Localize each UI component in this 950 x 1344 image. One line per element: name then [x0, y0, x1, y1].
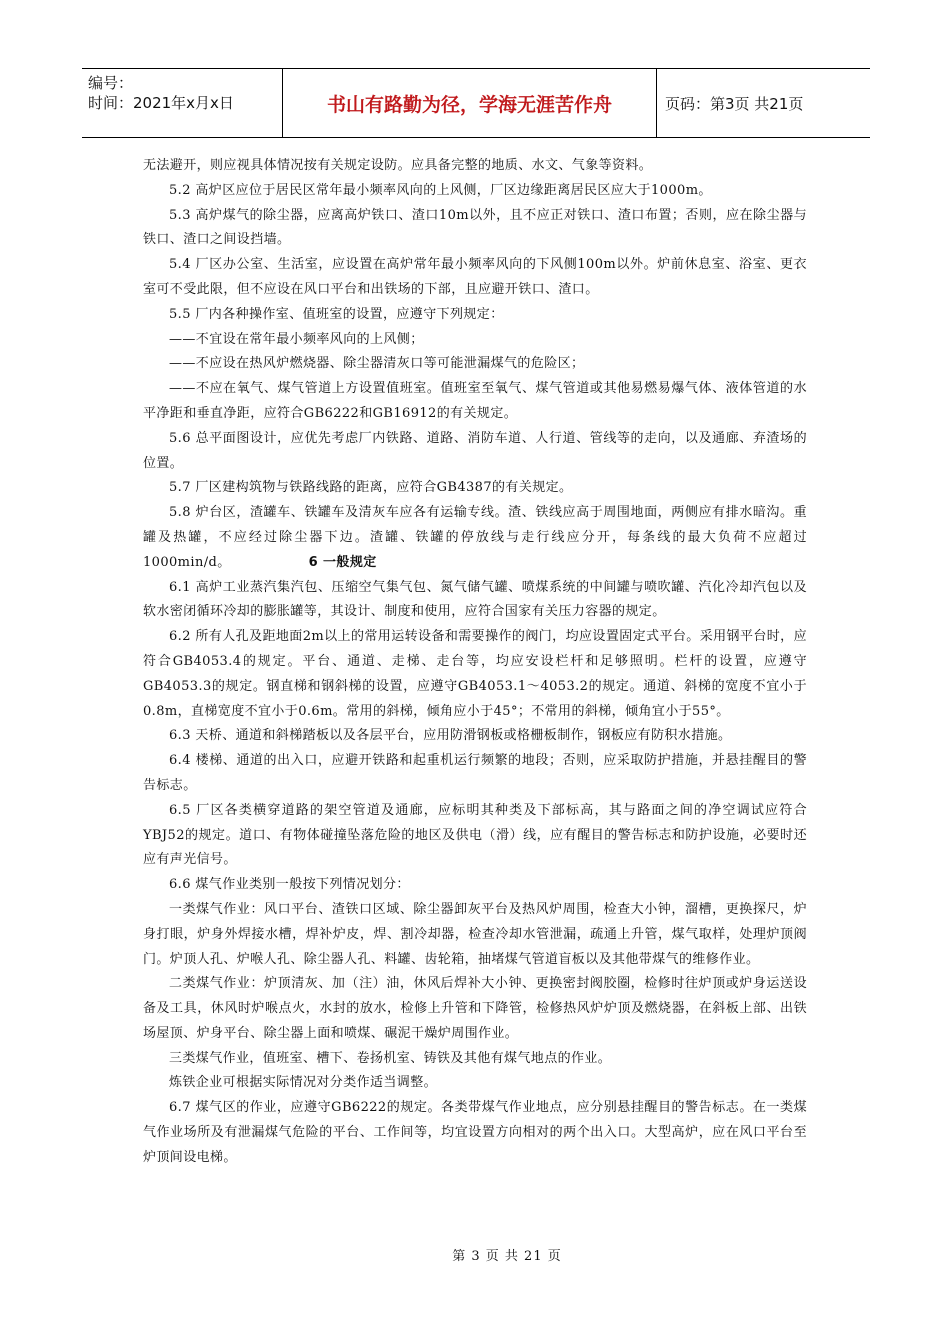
document-time-label: 时间：2021年x月x日 — [88, 94, 234, 112]
paragraph: 6.3 天桥、通道和斜梯踏板以及各层平台，应用防滑钢板或格栅板制作，钢板应有防积水措施。 — [169, 728, 732, 744]
paragraph: 无法避开，则应视具体情况按有关规定设防。应具备完整的地质、水文、气象等资料。 — [143, 158, 653, 173]
paragraph: ——不宜设在常年最小频率风向的上风侧； — [169, 331, 424, 347]
paragraph: 一类煤气作业：风口平台、渣铁口区域、除尘器卸灰平台及热风炉周围，检查大小钟，溜槽，更换探尺，炉身打眼，炉身外焊接水槽，焊补炉皮，焊、割冷却器，检查冷却水管泄漏，疏通上升管，煤气取样，处理炉顶阀门。炉顶人孔、炉喉人孔、除尘器人孔、料罐、齿轮箱，抽堵煤气管道盲板以及其他带煤气的维修作业。 — [143, 901, 807, 967]
paragraph: 6.4 楼梯、通道的出入口，应避开铁路和起重机运行频繁的地段；否则，应采取防护措施，并悬挂醒目的警告标志。 — [143, 753, 807, 793]
paragraph: 6.7 煤气区的作业，应遵守GB6222的规定。各类带煤气作业地点，应分别悬挂醒目的警告标志。在一类煤气作业场所及有泄漏煤气危险的平台、工作间等，均宜设置方向相对的两个出入口。大型高炉，应在风口平台至炉顶间设电梯。 — [143, 1100, 807, 1165]
paragraph-with-heading — [143, 501, 807, 575]
header-page-label: 页码：第3页 共21页 — [665, 94, 804, 113]
paragraph: 5.4 厂区办公室、生活室，应设置在高炉常年最小频率风向的下风侧100m以外。炉前休息室、浴室、更衣室可不受此限，但不应设在风口平台和出铁场的下部，且应避开铁口、渣口。 — [143, 257, 807, 297]
paragraph: 5.7 厂区建构筑物与铁路线路的距离，应符合GB4387的有关规定。 — [169, 480, 573, 496]
header-motto: 书山有路勤为径，学海无涯苦作舟 — [283, 69, 657, 137]
paragraph: ——不应设在热风炉燃烧器、除尘器清灰口等可能泄漏煤气的危险区； — [169, 356, 585, 372]
section-heading: 6 一般规定 — [308, 554, 377, 570]
paragraph: 5.5 厂内各种操作室、值班室的设置，应遵守下列规定： — [169, 306, 504, 322]
paragraph: 5.3 高炉煤气的除尘器，应离高炉铁口、渣口10m以外，且不应正对铁口、渣口布置；否则，应在除尘器与铁口、渣口之间设挡墙。 — [143, 207, 807, 248]
paragraph: 二类煤气作业：炉顶清灰、加（注）油，休风后焊补大小钟、更换密封阀胶圈，检修时往炉顶或炉身运送设备及工具，休风时炉喉点火，水封的放水，检修上升管和下降管，检修热风炉炉顶及燃烧器，在斜板上部、出铁场屋顶、炉身平台、除尘器上面和喷煤、碾泥干燥炉周围作业。 — [143, 976, 807, 1041]
paragraph: 5.6 总平面图设计，应优先考虑厂内铁路、道路、消防车道、人行道、管线等的走向，以及通廊、弃渣场的位置。 — [143, 430, 807, 471]
header-meta-cell — [82, 69, 283, 137]
paragraph: ——不应在氧气、煤气管道上方设置值班室。值班室至氧气、煤气管道或其他易燃易爆气体、液体管道的水平净距和垂直净距，应符合GB6222和GB16912的有关规定。 — [143, 381, 807, 421]
paragraph: 6.5 厂区各类横穿道路的架空管道及通廊，应标明其种类及下部标高，其与路面之间的净空调试应符合YBJ52的规定。道口、有物体碰撞坠落危险的地区及供电（滑）线，应有醒目的警告标志和防护设施，必要时还应有声光信号。 — [143, 802, 807, 868]
paragraph: 炼铁企业可根据实际情况对分类作适当调整。 — [169, 1075, 438, 1091]
paragraph: 6.6 煤气作业类别一般按下列情况划分： — [169, 877, 410, 893]
page-header — [82, 68, 870, 138]
paragraph: 5.2 高炉区应位于居民区常年最小频率风向的上风侧，厂区边缘距离居民区应大于1000m。 — [169, 182, 712, 198]
paragraph: 三类煤气作业，值班室、槽下、卷扬机室、铸铁及其他有煤气地点的作业。 — [169, 1050, 612, 1066]
document-body — [143, 154, 807, 1171]
paragraph-text: 5.8 炉台区，渣罐车、铁罐车及清灰车应各有运输专线。渣、铁线应高于周围地面，两侧应有排水暗沟。重罐及热罐，不应经过除尘器下边。渣罐、铁罐的停放线与走行线应分开，每条线的最大负荷不应超过1000min/d。 — [143, 505, 807, 570]
paragraph: 6.2 所有人孔及距地面2m以上的常用运转设备和需要操作的阀门，均应设置固定式平台。采用钢平台时，应符合GB4053.4的规定。平台、通道、走梯、走台等，均应安设栏杆和足够照明。栏杆的设置，应遵守GB4053.3的规定。钢直梯和钢斜梯的设置，应遵守GB4053.1～4053.2的规定。通道、斜梯的宽度不宜小于0.8m，直梯宽度不宜小于0.6m。常用的斜梯，倾角应小于45°；不常用的斜梯，倾角宜小于55°。 — [143, 629, 807, 719]
page-footer: 第 3 页 共 21 页 — [452, 1249, 562, 1264]
document-number-label: 编号： — [88, 74, 134, 92]
paragraph: 6.1 高炉工业蒸汽集汽包、压缩空气集气包、氮气储气罐、喷煤系统的中间罐与喷吹罐、汽化冷却汽包以及软水密闭循环冷却的膨胀罐等，其设计、制度和使用，应符合国家有关压力容器的规定。 — [143, 579, 807, 620]
